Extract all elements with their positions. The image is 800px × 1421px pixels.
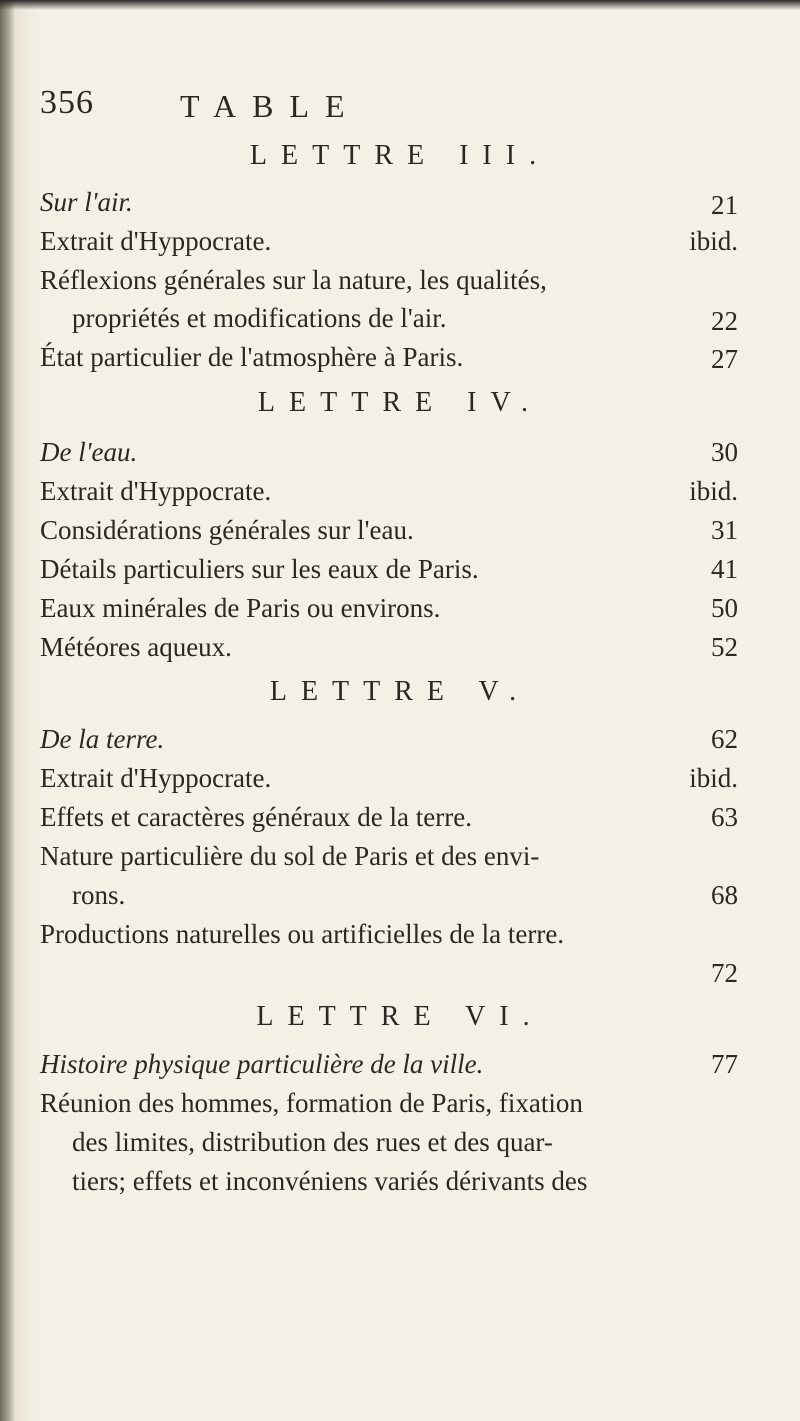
section-heading-lettre-iv: LETTRE IV.: [257, 387, 543, 418]
toc-entry-page: 52: [711, 632, 738, 662]
toc-entry-title-continued: des limites, distribution des rues et des quar-: [72, 1127, 553, 1157]
toc-entry-title: Extrait d'Hyppocrate.: [40, 226, 272, 256]
toc-entry-page: 22: [711, 306, 738, 336]
toc-entry-title-continued: tiers; effets et inconvéniens variés dérivants des: [72, 1166, 588, 1196]
toc-entry-title: Réunion des hommes, formation de Paris, fixation: [40, 1088, 583, 1118]
toc-entry-title: Histoire physique particulière de la ville.: [40, 1049, 484, 1079]
toc-entry-title: Nature particulière du sol de Paris et des envi-: [40, 841, 540, 871]
toc-entry-page: 41: [711, 554, 738, 584]
page-number: 356: [40, 84, 94, 121]
toc-entry-page: 21: [711, 190, 738, 220]
toc-entry-page: 77: [711, 1049, 738, 1079]
toc-entry-page: 62: [711, 724, 738, 754]
toc-entry-page: ibid.: [689, 476, 738, 506]
toc-entry-title: État particulier de l'atmosphère à Paris.: [40, 342, 464, 372]
toc-entry-page: 72: [711, 958, 738, 988]
toc-entry-title-continued: rons.: [72, 880, 126, 910]
toc-entry-title: Météores aqueux.: [40, 632, 232, 662]
toc-entry-title: De la terre.: [40, 724, 165, 754]
toc-entry-page: ibid.: [689, 763, 738, 793]
toc-entry-title: Extrait d'Hyppocrate.: [40, 763, 272, 793]
toc-entry-title: De l'eau.: [40, 437, 138, 467]
toc-entry-page: 68: [711, 880, 738, 910]
toc-entry-title: Effets et caractères généraux de la terre.: [40, 802, 472, 832]
toc-entry-page: 63: [711, 802, 738, 832]
book-spine: [0, 0, 14, 1421]
toc-entry-title: Extrait d'Hyppocrate.: [40, 476, 272, 506]
section-heading-lettre-iii: LETTRE III.: [249, 140, 551, 171]
toc-entry-title-continued: propriétés et modifications de l'air.: [72, 303, 447, 333]
running-title: TABLE: [180, 88, 361, 124]
toc-entry-page: 50: [711, 593, 738, 623]
page-top-edge: [0, 0, 800, 10]
section-heading-lettre-v: LETTRE V.: [269, 676, 531, 707]
toc-entry-title: Sur l'air.: [40, 187, 133, 217]
toc-entry-title: Réflexions générales sur la nature, les qualités,: [40, 265, 547, 295]
toc-entry-title: Détails particuliers sur les eaux de Paris.: [40, 554, 479, 584]
section-heading-lettre-vi: LETTRE VI.: [256, 1001, 544, 1032]
toc-entry-title: Eaux minérales de Paris ou environs.: [40, 593, 441, 623]
toc-entry-page: 27: [711, 344, 738, 374]
toc-entry-title: Considérations générales sur l'eau.: [40, 515, 414, 545]
toc-entry-page: 31: [711, 515, 738, 545]
toc-entry-page: ibid.: [689, 226, 738, 256]
toc-entry-page: 30: [711, 437, 738, 467]
toc-entry-title: Productions naturelles ou artificielles de la terre.: [40, 919, 565, 949]
